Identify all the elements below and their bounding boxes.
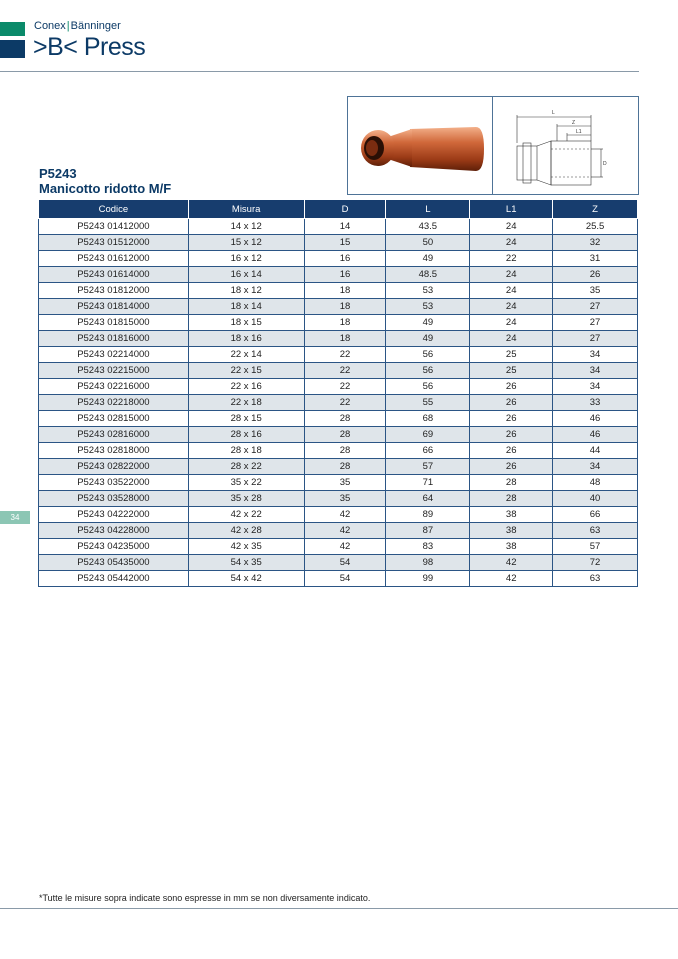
table-row (39, 571, 638, 587)
dimension-drawing (493, 97, 638, 194)
table-cell: P5243 02216000 (39, 379, 189, 395)
table-header-row (39, 200, 638, 219)
table-cell: 50 (386, 235, 470, 251)
table-cell: 71 (386, 475, 470, 491)
table-cell: 69 (386, 427, 470, 443)
table-row (39, 507, 638, 523)
table-cell: 14 x 12 (188, 219, 304, 235)
table-cell: 24 (470, 331, 553, 347)
table-cell: 28 (304, 427, 386, 443)
table-cell: 54 (304, 571, 386, 587)
table-cell: 26 (470, 427, 553, 443)
table-cell: 22 x 15 (188, 363, 304, 379)
table-cell: 24 (470, 283, 553, 299)
table-cell: 57 (386, 459, 470, 475)
brand-bar-navy (0, 40, 25, 58)
table-cell: 56 (386, 347, 470, 363)
table-row (39, 523, 638, 539)
table-cell: 53 (386, 283, 470, 299)
label-Z: Z (572, 120, 576, 126)
table-cell: 42 x 22 (188, 507, 304, 523)
table-row (39, 379, 638, 395)
table-cell: 32 (553, 235, 638, 251)
table-cell: P5243 02816000 (39, 427, 189, 443)
table-row (39, 363, 638, 379)
table-cell: 15 x 12 (188, 235, 304, 251)
table-cell: 22 (304, 363, 386, 379)
footer-divider (0, 908, 678, 909)
label-D: D (603, 161, 607, 167)
table-row (39, 491, 638, 507)
table-cell: 83 (386, 539, 470, 555)
table-cell: 18 (304, 331, 386, 347)
table-cell: P5243 03522000 (39, 475, 189, 491)
table-cell: 49 (386, 251, 470, 267)
table-cell: 66 (386, 443, 470, 459)
product-name: Manicotto ridotto M/F (39, 181, 172, 196)
table-cell: P5243 01612000 (39, 251, 189, 267)
table-cell: 26 (470, 395, 553, 411)
table-cell: 42 (304, 523, 386, 539)
table-cell: 35 x 22 (188, 475, 304, 491)
table-cell: 68 (386, 411, 470, 427)
table-cell: 16 (304, 267, 386, 283)
table-cell: 18 (304, 283, 386, 299)
table-cell: 22 (470, 251, 553, 267)
table-cell: 72 (553, 555, 638, 571)
table-cell: 26 (470, 443, 553, 459)
table-cell: 48 (553, 475, 638, 491)
table-cell: 18 x 15 (188, 315, 304, 331)
table-cell: 64 (386, 491, 470, 507)
table-cell: 18 (304, 299, 386, 315)
table-cell: 22 x 16 (188, 379, 304, 395)
dimensions-table (38, 199, 638, 587)
table-cell: 26 (470, 411, 553, 427)
label-L1: L1 (576, 129, 582, 135)
table-cell: P5243 02815000 (39, 411, 189, 427)
table-row (39, 283, 638, 299)
table-cell: P5243 01815000 (39, 315, 189, 331)
table-row (39, 299, 638, 315)
table-cell: 18 x 14 (188, 299, 304, 315)
table-row (39, 475, 638, 491)
table-cell: P5243 01512000 (39, 235, 189, 251)
table-body (39, 219, 638, 587)
table-cell: 28 x 22 (188, 459, 304, 475)
table-cell: P5243 03528000 (39, 491, 189, 507)
table-cell: 22 x 18 (188, 395, 304, 411)
table-cell: 24 (470, 219, 553, 235)
table-cell: 54 (304, 555, 386, 571)
table-cell: 38 (470, 539, 553, 555)
table-cell: 46 (553, 411, 638, 427)
footnote: *Tutte le misure sopra indicate sono espresse in mm se non diversamente indicato. (39, 893, 371, 903)
column-header: L1 (470, 200, 553, 219)
header-divider (0, 71, 639, 72)
table-cell: 46 (553, 427, 638, 443)
table-cell: 22 (304, 395, 386, 411)
table-row (39, 315, 638, 331)
column-header: L (386, 200, 470, 219)
product-photo (347, 96, 494, 195)
table-cell: 98 (386, 555, 470, 571)
table-row (39, 427, 638, 443)
table-cell: P5243 02818000 (39, 443, 189, 459)
table-cell: 42 (470, 571, 553, 587)
brand-bar-green (0, 22, 25, 36)
table-cell: 27 (553, 299, 638, 315)
column-header: Misura (188, 200, 304, 219)
table-cell: 24 (470, 235, 553, 251)
table-cell: 22 (304, 379, 386, 395)
table-cell: 42 (304, 507, 386, 523)
table-cell: 28 x 16 (188, 427, 304, 443)
table-row (39, 235, 638, 251)
table-row (39, 251, 638, 267)
table-cell: 33 (553, 395, 638, 411)
table-cell: 42 x 28 (188, 523, 304, 539)
table-cell: P5243 02218000 (39, 395, 189, 411)
table-cell: 31 (553, 251, 638, 267)
table-cell: 28 (304, 411, 386, 427)
table-row (39, 347, 638, 363)
table-cell: 42 (304, 539, 386, 555)
table-cell: 38 (470, 507, 553, 523)
table-cell: 34 (553, 459, 638, 475)
table-cell: P5243 02822000 (39, 459, 189, 475)
table-row (39, 411, 638, 427)
table-cell: 16 x 12 (188, 251, 304, 267)
table-cell: 49 (386, 331, 470, 347)
table-cell: 25 (470, 347, 553, 363)
table-cell: 25.5 (553, 219, 638, 235)
table-row (39, 539, 638, 555)
column-header: Codice (39, 200, 189, 219)
table-row (39, 331, 638, 347)
table-cell: 87 (386, 523, 470, 539)
product-line-title: >B< Press (33, 33, 146, 61)
table-cell: 28 (470, 475, 553, 491)
table-cell: 66 (553, 507, 638, 523)
table-row (39, 395, 638, 411)
table-cell: 26 (470, 459, 553, 475)
table-cell: 35 x 28 (188, 491, 304, 507)
table-row (39, 219, 638, 235)
table-cell: 27 (553, 331, 638, 347)
table-cell: 54 x 35 (188, 555, 304, 571)
reducer-coupling-image (348, 97, 493, 194)
table-cell: P5243 01412000 (39, 219, 189, 235)
table-cell: 40 (553, 491, 638, 507)
table-cell: 28 (304, 459, 386, 475)
table-cell: 18 (304, 315, 386, 331)
label-L: L (552, 110, 555, 116)
table-cell: 56 (386, 363, 470, 379)
table-cell: 42 x 35 (188, 539, 304, 555)
table-cell: 48.5 (386, 267, 470, 283)
technical-drawing (492, 96, 639, 195)
table-cell: P5243 01614000 (39, 267, 189, 283)
table-cell: 28 (304, 443, 386, 459)
table-cell: 27 (553, 315, 638, 331)
table-cell: 26 (470, 379, 553, 395)
table-cell: 63 (553, 571, 638, 587)
table-row (39, 443, 638, 459)
table-cell: P5243 01814000 (39, 299, 189, 315)
table-cell: 16 x 14 (188, 267, 304, 283)
page-number: 34 (0, 511, 30, 524)
table-cell: P5243 02214000 (39, 347, 189, 363)
table-cell: 22 (304, 347, 386, 363)
table-cell: P5243 04235000 (39, 539, 189, 555)
table-cell: 18 x 16 (188, 331, 304, 347)
table-cell: P5243 02215000 (39, 363, 189, 379)
table-cell: 99 (386, 571, 470, 587)
table-cell: 54 x 42 (188, 571, 304, 587)
brand-right: Bänninger (70, 20, 121, 32)
table-cell: 34 (553, 363, 638, 379)
table-cell: 28 x 18 (188, 443, 304, 459)
table-cell: P5243 01812000 (39, 283, 189, 299)
table-cell: 24 (470, 315, 553, 331)
table-cell: 35 (553, 283, 638, 299)
table-cell: 53 (386, 299, 470, 315)
table-cell: 28 x 15 (188, 411, 304, 427)
table-cell: 38 (470, 523, 553, 539)
table-cell: P5243 01816000 (39, 331, 189, 347)
table-cell: 15 (304, 235, 386, 251)
table-cell: P5243 04222000 (39, 507, 189, 523)
table-cell: 24 (470, 267, 553, 283)
table-cell: 42 (470, 555, 553, 571)
table-cell: 28 (470, 491, 553, 507)
brand-left: Conex (34, 20, 66, 32)
table-cell: 14 (304, 219, 386, 235)
table-cell: 89 (386, 507, 470, 523)
table-cell: 35 (304, 491, 386, 507)
table-cell: 22 x 14 (188, 347, 304, 363)
table-cell: 57 (553, 539, 638, 555)
table-cell: 63 (553, 523, 638, 539)
table-cell: 34 (553, 379, 638, 395)
table-cell: P5243 04228000 (39, 523, 189, 539)
table-cell: 24 (470, 299, 553, 315)
table-cell: P5243 05442000 (39, 571, 189, 587)
product-code: P5243 (39, 166, 77, 181)
table-cell: P5243 05435000 (39, 555, 189, 571)
table-cell: 25 (470, 363, 553, 379)
table-cell: 43.5 (386, 219, 470, 235)
column-header: D (304, 200, 386, 219)
table-row (39, 555, 638, 571)
table-cell: 35 (304, 475, 386, 491)
table-cell: 49 (386, 315, 470, 331)
table-cell: 56 (386, 379, 470, 395)
table-cell: 55 (386, 395, 470, 411)
table-row (39, 459, 638, 475)
table-cell: 16 (304, 251, 386, 267)
table-cell: 44 (553, 443, 638, 459)
table-cell: 26 (553, 267, 638, 283)
column-header: Z (553, 200, 638, 219)
table-cell: 18 x 12 (188, 283, 304, 299)
brand-logo (34, 20, 121, 32)
table-row (39, 267, 638, 283)
table-cell: 34 (553, 347, 638, 363)
brand-separator: | (66, 20, 70, 32)
